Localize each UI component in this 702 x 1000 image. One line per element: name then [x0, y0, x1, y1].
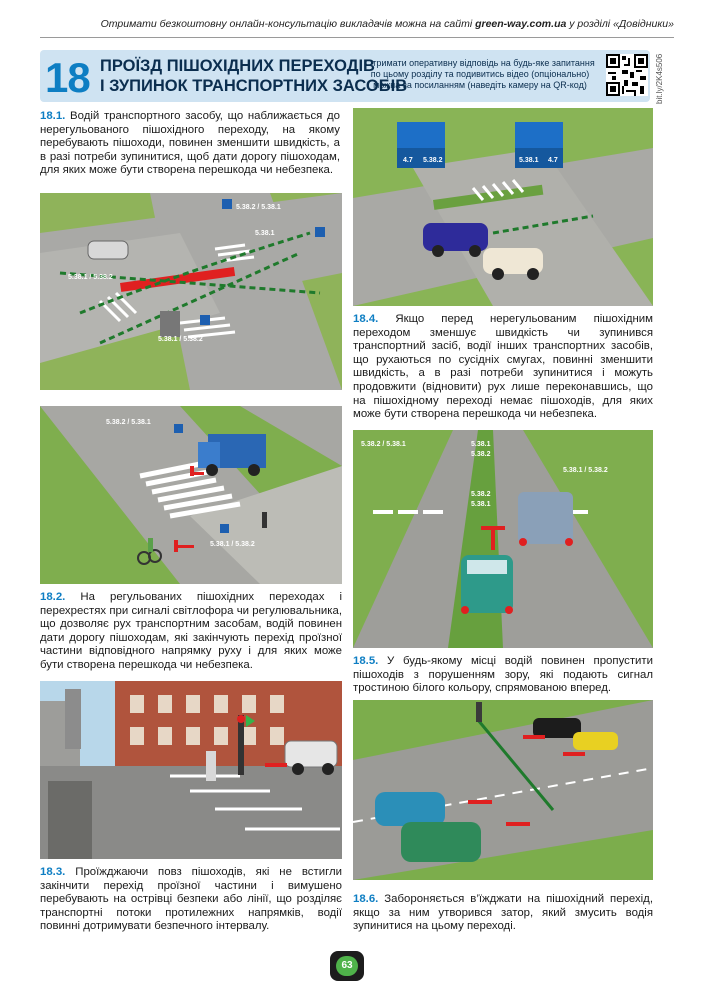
paragraph-18-2 — [40, 591, 342, 673]
header-bar — [0, 0, 702, 38]
header-suffix: у розділі «Довідники» — [566, 18, 674, 30]
paragraph-18-5 — [353, 655, 653, 696]
paragraph-number: 18.3. — [40, 866, 66, 878]
paragraph-18-6 — [353, 893, 653, 934]
header-rule — [40, 37, 674, 38]
sign-label: 5.38.1 — [519, 157, 539, 164]
chapter-side-note: Отримати оперативну відповідь на будь-яке запитання по цьому розділу та подивитись відео (опціональнo) можна за посиланням (наведіть камеру на QR-код) — [365, 58, 595, 90]
illustration-18-2-truck — [40, 406, 342, 584]
paragraph-18-4 — [353, 313, 653, 422]
sign-label: 5.38.2 — [471, 491, 491, 498]
illustration-18-3-island — [40, 681, 342, 859]
page-number-badge — [330, 951, 364, 981]
paragraph-number: 18.1. — [40, 110, 66, 122]
chapter-title-line1: ПРОЇЗД ПІШОХІДНИХ ПЕРЕХОДІВ — [100, 57, 375, 75]
sign-label: 5.38.2 / 5.38.1 — [106, 419, 151, 426]
paragraph-number: 18.5. — [353, 655, 379, 667]
header-text — [101, 18, 674, 30]
sign-label: 5.38.1 / 5.38.2 — [563, 467, 608, 474]
page-number: 63 — [336, 956, 358, 976]
paragraph-text: На регульованих пішохідних переходах і перехрестях при сигналі світлофора чи регулювальника, що дозволяє рух транспортним засобам, водій повинен дати дорогу пішоходам, які закінчують перехід проїзної частини відповідного напрямку руху і для яких може бути створена перешкода чи небезпека. — [40, 591, 342, 671]
chapter-link[interactable]: bit.ly/2K4s506 — [655, 53, 664, 104]
illustration-18-4-divided-road — [353, 430, 653, 648]
sign-label: 4.7 — [548, 157, 558, 164]
sign-label: 5.38.1 / 5.38.2 — [68, 274, 113, 281]
sign-label: 5.38.1 — [471, 501, 491, 508]
sign-label: 5.38.2 — [423, 157, 443, 164]
sign-label: 5.38.1 / 5.38.2 — [158, 336, 203, 343]
paragraph-number: 18.2. — [40, 591, 66, 603]
sign-label: 5.38.1 — [471, 441, 491, 448]
sign-label: 4.7 — [403, 157, 413, 164]
paragraph-text: У будь-якому місці водій повинен пропустити пішоходів з порушенням зору, які подають сигнал тростиною білого кольору, спрямованою вперед. — [353, 655, 653, 695]
chapter-number: 18 — [45, 54, 90, 101]
paragraph-text: Водій транспортного засобу, що наближається до нерегульованого пішохідного переходу, на якому перебувають пішоходи, повинен зменшити швидкість, а в разі потреби зупинитися, щоб дати дорогу пішоходам, для яких може бути створена перешкода чи небезпека. — [40, 110, 340, 177]
header-prefix: Отримати безкоштовну онлайн-консультацію викладачів можна на сайті — [100, 18, 476, 30]
paragraph-number: 18.4. — [353, 313, 379, 325]
chapter-title-line2: І ЗУПИНОК ТРАНСПОРТНИХ ЗАСОБІВ — [100, 77, 408, 95]
paragraph-18-3 — [40, 866, 342, 934]
sign-label: 5.38.2 / 5.38.1 — [361, 441, 406, 448]
illustration-18-1-intersection — [40, 193, 342, 390]
header-site-link[interactable]: green-way.com.ua — [475, 18, 567, 30]
paragraph-number: 18.6. — [353, 893, 379, 905]
chapter-banner — [40, 50, 650, 102]
paragraph-18-1 — [40, 110, 340, 178]
sign-label: 5.38.1 / 5.38.2 — [210, 541, 255, 548]
qr-code[interactable] — [606, 54, 648, 96]
illustration-18-4-median — [353, 108, 653, 306]
paragraph-text: Проїжджаючи повз пішоходів, які не встигли закінчити перехід проїзної частини і вимушено перебувають на острівці безпеки або лінії, що розділяє транспортні потоки протилежних напрямків, водії повинні дотримувати безпечного інтервалу. — [40, 866, 342, 933]
illustration-18-5-cane — [353, 700, 653, 880]
paragraph-text: Якщо перед нерегульованим пішохідним переходом зменшує швидкість чи зупинився транспортний засіб, водії інших транспортних засобів, що рухаються по сусідніх смугах, повинні зменшити швидкість, а в разі потреби зупинитися і можуть продовжити (відновити) рух лише переконавшись, що на пішохідному переході немає пішоходів, для яких може бути створена перешкода чи небезпека. — [353, 313, 653, 421]
paragraph-text: Забороняється в’їжджати на пішохідний перехід, якщо за ним утворився затор, який змусить водія зупинитися на цьому переході. — [353, 893, 653, 933]
sign-label: 5.38.1 — [255, 230, 275, 237]
sign-label: 5.38.2 / 5.38.1 — [236, 204, 281, 211]
sign-label: 5.38.2 — [471, 451, 491, 458]
